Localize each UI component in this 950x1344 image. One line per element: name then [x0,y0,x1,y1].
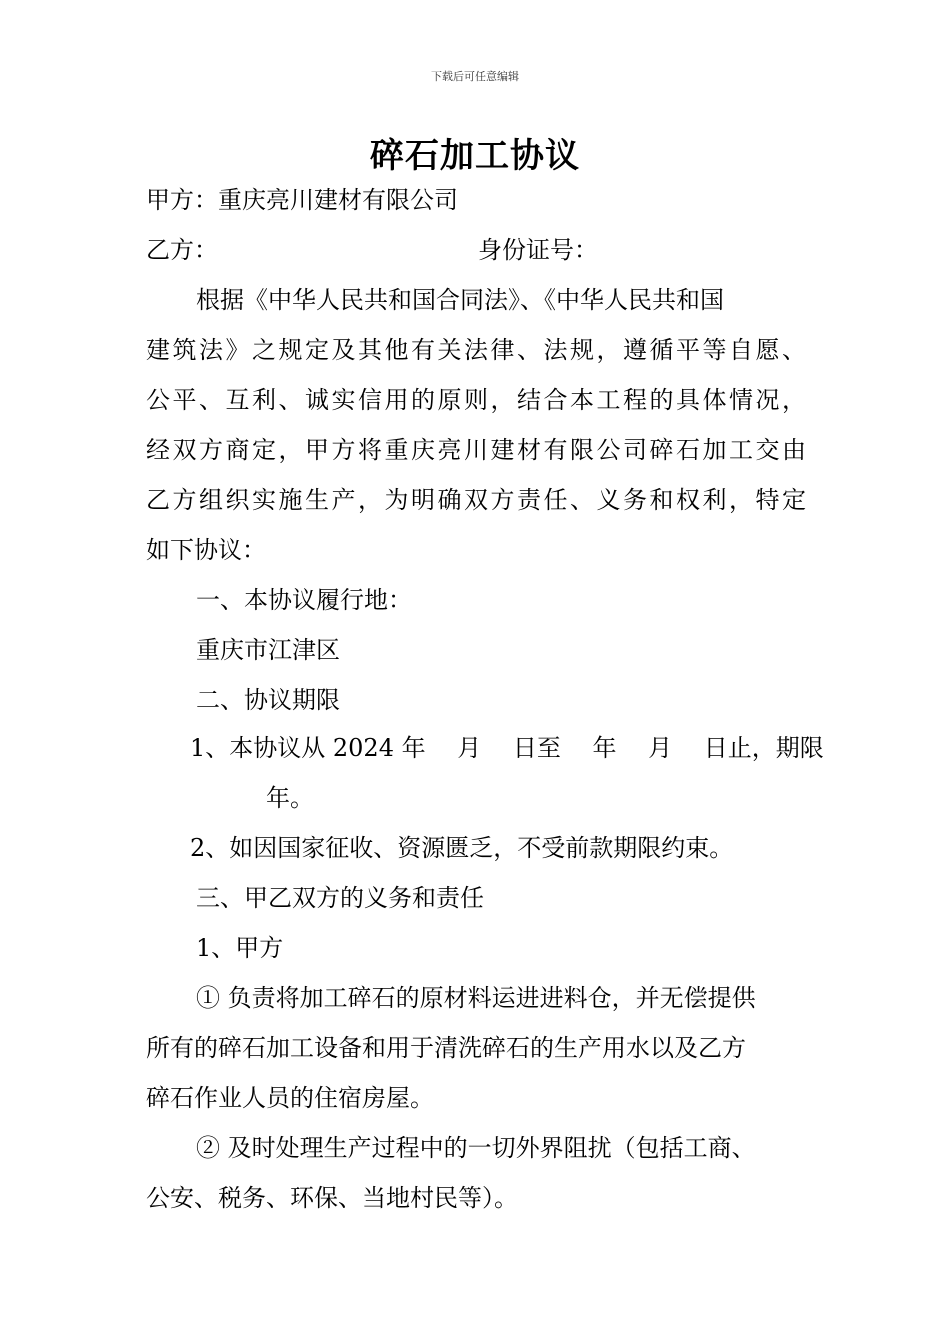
preamble-line: 根据《中华人民共和国合同法》、《中华人民共和国 [196,286,724,314]
clause-1-line: 碎石作业人员的住宿房屋。 [146,1084,434,1112]
preamble-line: 如下协议： [146,536,266,564]
clause-1-line: ① 负责将加工碎石的原材料运进进料仓，并无偿提供 [196,984,756,1012]
document-title: 碎石加工协议 [370,136,580,176]
party-b-id-label: 身份证号： [478,236,598,264]
section-1-content: 重庆市江津区 [196,636,340,664]
preamble-line: 乙方组织实施生产，为明确双方责任、义务和权利，特定 [146,486,806,514]
section-1-heading: 一、本协议履行地： [196,586,412,614]
section-2-item-1-line-2: 年。 [266,784,314,812]
section-3-sub-1: 1、甲方 [196,934,284,962]
section-2-item-1-line-1: 1、本协议从 2024 年 月 日至 年 月 日止，期限 [190,734,824,762]
section-2-heading: 二、协议期限 [196,686,340,714]
party-b-label: 乙方： [146,236,218,264]
section-2-item-2: 2、如因国家征收、资源匮乏，不受前款期限约束。 [190,834,734,862]
clause-2-line: 公安、税务、环保、当地村民等）。 [146,1184,518,1212]
preamble-line: 公平、互利、诚实信用的原则，结合本工程的具体情况， [146,386,806,414]
clause-2-line: ② 及时处理生产过程中的一切外界阻扰（包括工商、 [196,1134,756,1162]
party-a-line: 甲方：重庆亮川建材有限公司 [146,186,458,214]
section-3-heading: 三、甲乙双方的义务和责任 [196,884,484,912]
header-note: 下载后可任意编辑 [431,70,519,83]
preamble-line: 建筑法》之规定及其他有关法律、法规，遵循平等自愿、 [146,336,806,364]
clause-1-line: 所有的碎石加工设备和用于清洗碎石的生产用水以及乙方 [146,1034,746,1062]
preamble-line: 经双方商定，甲方将重庆亮川建材有限公司碎石加工交由 [146,436,806,464]
